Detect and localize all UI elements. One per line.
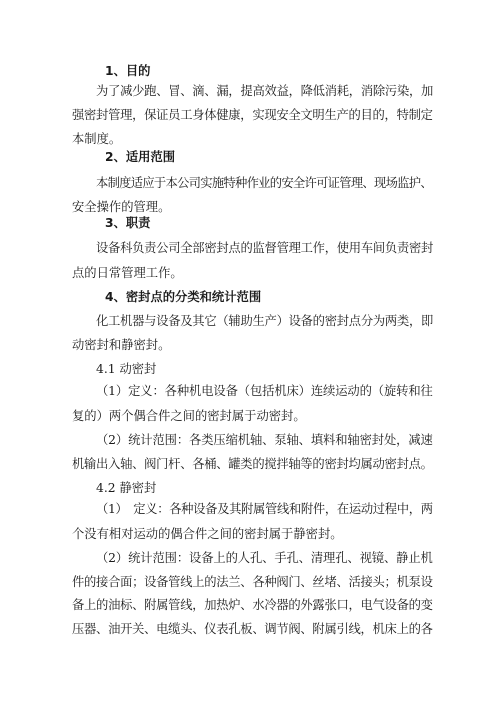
paragraph-line: 件的接合面；设备管线上的法兰、各种阀门、丝堵、活接头；机泵设 [72, 575, 433, 589]
paragraph-line: 4.2 静密封 [96, 481, 157, 495]
paragraph-line: 压器、油开关、电缆头、仪表孔板、调节阀、附属引线，机床上的各 [72, 622, 433, 636]
section-heading: 4、密封点的分类和统计范围 [105, 290, 262, 304]
section-heading: 1、目的 [105, 64, 151, 78]
paragraph-line: 4.1 动密封 [96, 362, 157, 376]
paragraph-line: 为了减少跑、冒、滴、漏，提高效益，降低消耗，消除污染，加 [96, 84, 434, 98]
paragraph-line: 复的）两个偶合件之间的密封属于动密封。 [72, 409, 306, 423]
paragraph-line: 本制度适应于本公司实施特种作业的安全许可证管理、现场监护、 [96, 176, 432, 190]
paragraph-line: 备上的油标、附属管线，加热炉、水冷器的外露张口，电气设备的变 [72, 598, 433, 612]
paragraph-line: 设备科负责公司全部密封点的监督管理工作，使用车间负责密封 [96, 241, 434, 255]
paragraph-line: 本制度。 [72, 132, 122, 146]
paragraph-line: （2）统计范围：设备上的人孔、手孔、清理孔、视镜、静止机 [96, 551, 433, 565]
paragraph-line: （1）定义：各种机电设备（包括机床）连续运动的（旋转和往 [96, 384, 433, 398]
paragraph-line: （2）统计范围：各类压缩机轴、泵轴、填料和轴密封处，减速 [96, 433, 433, 447]
paragraph-line: 强密封管理，保证员工身体健康，实现安全文明生产的目的，特制定 [72, 108, 433, 122]
paragraph-line: 安全操作的管理。 [72, 200, 171, 214]
paragraph-line: （1） 定义：各种设备及其附属管线和附件，在运动过程中，两 [96, 502, 433, 516]
section-heading: 3、职责 [105, 216, 151, 230]
paragraph-line: 个没有相对运动的偶合件之间的密封属于静密封。 [72, 527, 343, 541]
paragraph-line: 化工机器与设备及其它（辅助生产）设备的密封点分为两类，即 [96, 314, 434, 328]
paragraph-line: 机输出入轴、阀门杆、各桶、罐类的搅拌轴等的密封均属动密封点。 [72, 457, 433, 471]
section-heading: 2、适用范围 [105, 150, 176, 164]
paragraph-line: 动密封和静密封。 [72, 338, 171, 352]
paragraph-line: 点的日常管理工作。 [72, 266, 183, 280]
